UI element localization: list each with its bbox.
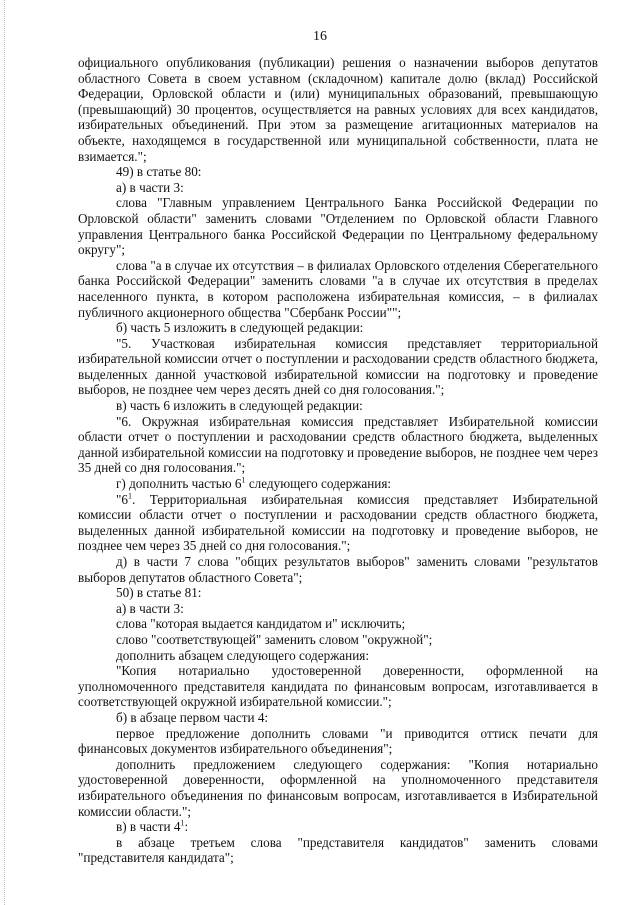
paragraph-text: официального опубликования (публикации) решения о назначении выборов депутатов областного Совета в своем уставном (складочном) капитале долю (вклад) Российской Федерации, Орловской области и (или) муниципальных образований, превышающую (превышающий) 30 процентов, осуществляется на равных условиях для всех кандидатов, избирательных объединений. При этом за размещение агитационных материалов на объекте, находящемся в государственной или муниципальной собственности, плата не взимается."; xyxy=(78,55,598,164)
paragraph xyxy=(78,632,598,648)
paragraph xyxy=(78,554,598,585)
binding-edge-marks xyxy=(4,0,9,905)
superscript: 1 xyxy=(241,475,246,485)
paragraph xyxy=(78,710,598,726)
paragraph-text: первое предложение дополнить словами "и приводится оттиск печати для финансовых документов избирательного объединения"; xyxy=(78,725,598,757)
paragraph xyxy=(78,398,598,414)
paragraph xyxy=(78,835,598,866)
paragraph-text: д) в части 7 слова "общих результатов выборов" заменить словами "результатов выборов депутатов областного Совета"; xyxy=(78,554,598,585)
document-body xyxy=(78,55,598,866)
paragraph xyxy=(78,180,598,196)
paragraph xyxy=(78,320,598,336)
paragraph-text: "6. Окружная избирательная комиссия представляет Избирательной комиссии области отчет о поступлении и расходовании средств областного бюджета, выделенных данной избирательной комиссии на подготовку и проведение выборов, не позднее чем через 35 дней со дня голосования."; xyxy=(78,413,598,476)
paragraph-text: в абзаце третьем слова "представителя кандидатов" заменить словами "представителя кандидата"; xyxy=(78,834,598,866)
paragraph-text-continued: следующего содержания: xyxy=(245,476,392,492)
paragraph-text: слова "Главным управлением Центрального Банка Российской Федерации по Орловской области" заменить словами "Отделением по Орловской области Главного управления Центрального банка Российской Федерации по Центральному федеральному округу"; xyxy=(78,195,598,258)
paragraph-text: слова "которая выдается кандидатом и" исключить; xyxy=(116,616,406,632)
paragraph xyxy=(78,757,598,819)
superscript: 1 xyxy=(127,491,132,501)
paragraph-text-continued: . Территориальная избирательная комиссия представляет Избирательной комиссии области отчет о поступлении и расходовании средств областного бюджета, выделенных данной избирательной комиссии на подготовку и проведение выборов, не позднее чем через 35 дней со дня голосования."; xyxy=(78,491,598,554)
paragraph-text: 49) в статье 80: xyxy=(116,164,202,180)
paragraph-text: г) дополнить частью 6 xyxy=(116,476,242,492)
paragraph-text: а) в части 3: xyxy=(116,179,184,195)
paragraph xyxy=(78,476,598,492)
paragraph-text: дополнить абзацем следующего содержания: xyxy=(116,647,370,663)
page-number: 16 xyxy=(313,29,327,44)
paragraph-text: б) часть 5 изложить в следующей редакции: xyxy=(116,320,364,336)
paragraph xyxy=(78,819,598,835)
paragraph-text: "6 xyxy=(116,491,128,507)
paragraph-text: в) часть 6 изложить в следующей редакции: xyxy=(116,398,363,414)
superscript: 1 xyxy=(180,818,185,828)
paragraph-text: слова "а в случае их отсутствия – в филиалах Орловского отделения Сберегательного банка Российской Федерации" заменить словами "а в случае их отсутствия в пределах населенного пункта, в котором расположена избирательная комиссия, – в филиалах публичного акционерного общества "Сбербанк России""; xyxy=(78,257,598,320)
paragraph xyxy=(78,601,598,617)
paragraph xyxy=(78,585,598,601)
paragraph-text: дополнить предложением следующего содержания: "Копия нотариально удостоверенной доверенности, оформленной на уполномоченного представителя избирательного объединения по финансовым вопросам, изготавливается в Избирательной комиссии области."; xyxy=(78,756,598,819)
paragraph xyxy=(78,726,598,757)
paragraph xyxy=(78,258,598,320)
paragraph xyxy=(78,663,598,710)
paragraph xyxy=(78,492,598,554)
paragraph xyxy=(78,195,598,257)
paragraph xyxy=(78,414,598,476)
paragraph xyxy=(78,336,598,398)
paragraph-text-continued: : xyxy=(184,819,189,835)
paragraph-text: в) в части 4 xyxy=(116,819,181,835)
paragraph xyxy=(78,164,598,180)
paragraph-text: б) в абзаце первом части 4: xyxy=(116,709,269,725)
paragraph-text: "5. Участковая избирательная комиссия представляет территориальной избирательной комиссии отчет о поступлении и расходовании средств областного бюджета, выделенных данной участковой избирательной комиссии на подготовку и проведение выборов, не позднее чем через десять дней со дня голосования."; xyxy=(78,335,598,398)
paragraph xyxy=(78,616,598,632)
paragraph-text: 50) в статье 81: xyxy=(116,585,202,601)
paragraph xyxy=(78,55,598,164)
paragraph-text: "Копия нотариально удостоверенной доверенности, оформленной на уполномоченного представителя кандидата по финансовым вопросам, изготавливается в соответствующей окружной избирательной комиссии."; xyxy=(78,663,598,710)
paragraph-text: слово "соответствующей" заменить словом "окружной"; xyxy=(116,631,433,647)
paragraph xyxy=(78,648,598,664)
paragraph-text: а) в части 3: xyxy=(116,600,184,616)
